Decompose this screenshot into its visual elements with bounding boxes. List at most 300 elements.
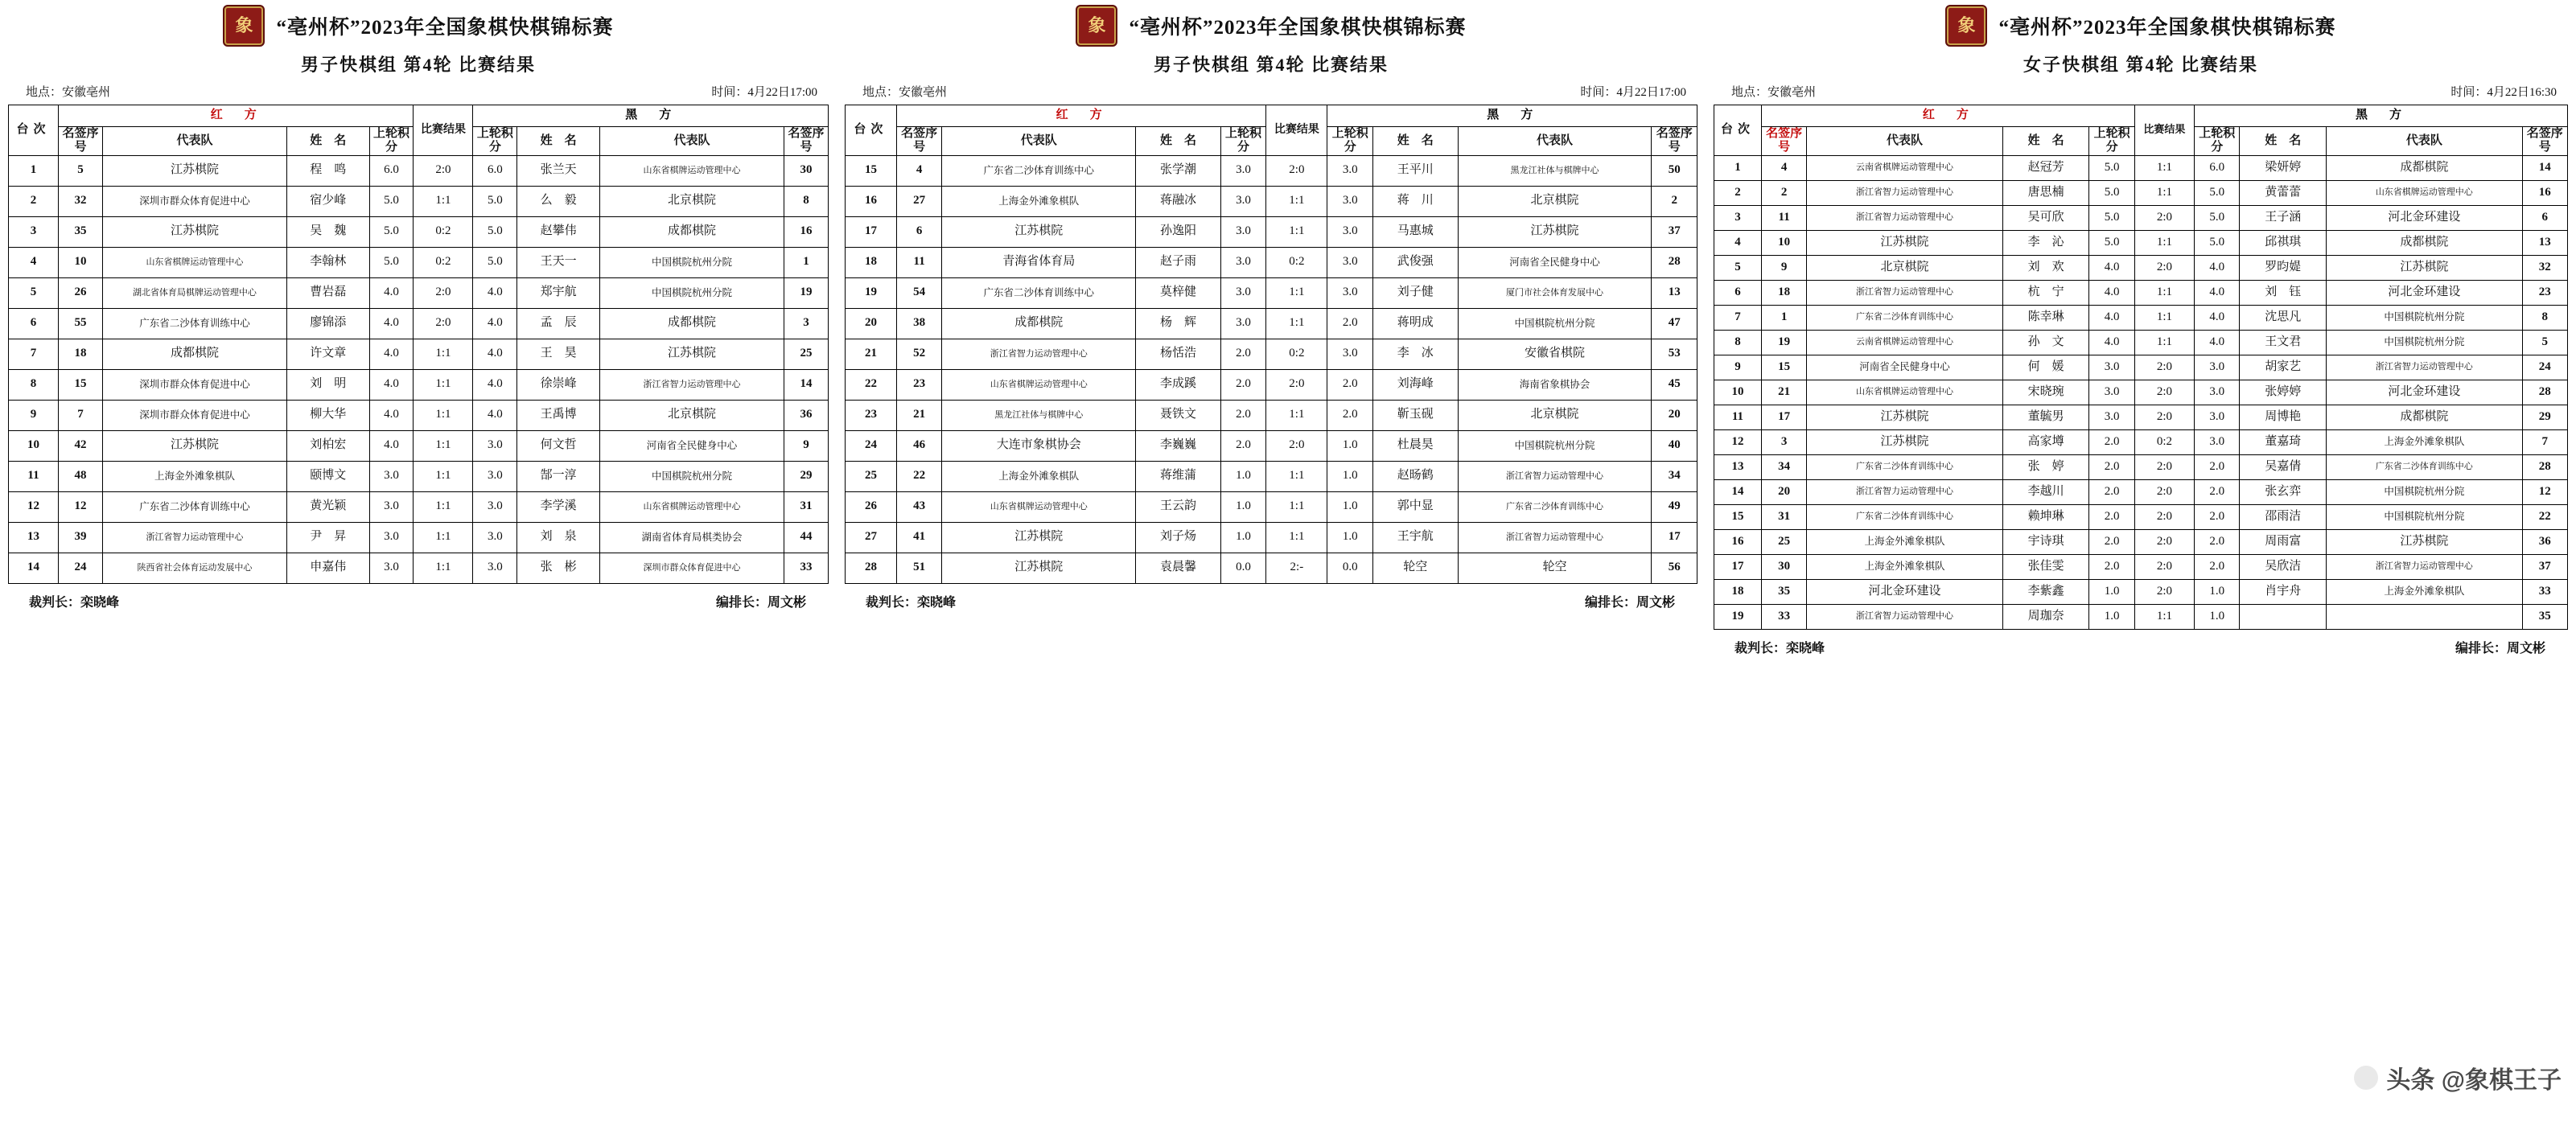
cell-black-name: 刘子健 <box>1372 277 1458 308</box>
cell-red-name: 周珈奈 <box>2002 604 2089 629</box>
cell-black-pts: 4.0 <box>473 400 517 430</box>
cell-black-name: 郜一淳 <box>517 461 600 491</box>
table-row <box>846 186 1697 216</box>
cell-red-pts: 1.0 <box>1220 461 1266 491</box>
cell-red-pts: 2.0 <box>1220 369 1266 400</box>
cell-result: 1:1 <box>1266 308 1327 339</box>
cell-black-name: 孟 辰 <box>517 308 600 339</box>
cell-red-pts: 3.0 <box>1220 277 1266 308</box>
cell-red-team: 青海省体育局 <box>942 247 1136 277</box>
cell-red-name: 吴 魏 <box>286 216 369 247</box>
col-red-team: 代表队 <box>102 127 286 156</box>
cell-red-seed: 34 <box>1761 454 1806 479</box>
cell-result: 1:1 <box>1266 216 1327 247</box>
cell-black-seed: 13 <box>2522 230 2567 255</box>
cell-black-name: 张玄弈 <box>2240 479 2327 504</box>
cell-black-pts: 3.0 <box>473 491 517 522</box>
cell-red-team: 山东省棋牌运动管理中心 <box>102 247 286 277</box>
cell-black-pts: 3.0 <box>1327 155 1373 186</box>
table-row <box>9 308 829 339</box>
cell-black-seed: 33 <box>2522 579 2567 604</box>
cell-result: 1:1 <box>414 369 473 400</box>
cell-result: 1:1 <box>2134 604 2194 629</box>
cell-red-team: 上海金外滩象棋队 <box>102 461 286 491</box>
cell-red-pts: 2.0 <box>2089 429 2134 454</box>
cell-black-pts: 3.0 <box>473 430 517 461</box>
cell-black-pts: 3.0 <box>1327 339 1373 369</box>
cell-red-team: 上海金外滩象棋队 <box>942 461 1136 491</box>
cell-no: 7 <box>1714 305 1762 330</box>
cell-black-team: 中国棋院杭州分院 <box>1458 430 1652 461</box>
cell-red-team: 陕西省社会体育运动发展中心 <box>102 553 286 583</box>
cell-red-seed: 35 <box>59 216 103 247</box>
cell-no: 8 <box>1714 330 1762 355</box>
cell-black-name: 王平川 <box>1372 155 1458 186</box>
col-black-pts: 上轮积分 <box>473 127 517 156</box>
cell-red-name: 赵子雨 <box>1136 247 1221 277</box>
col-black-seed: 名签序号 <box>2522 127 2567 156</box>
cell-no: 17 <box>846 216 897 247</box>
cell-black-name: 蒋 川 <box>1372 186 1458 216</box>
cell-black-name: 梁妍婷 <box>2240 155 2327 180</box>
cell-red-team: 深圳市群众体育促进中心 <box>102 186 286 216</box>
cell-black-seed: 40 <box>1652 430 1697 461</box>
cell-no: 6 <box>9 308 59 339</box>
cell-result: 1:1 <box>1266 400 1327 430</box>
cell-red-seed: 18 <box>59 339 103 369</box>
cell-red-pts: 2.0 <box>2089 529 2134 554</box>
cell-result: 2:0 <box>2134 205 2194 230</box>
table-header-group-row <box>1714 105 2568 127</box>
cell-black-pts: 3.0 <box>473 522 517 553</box>
time-label: 时间：4月22日17:00 <box>711 86 817 99</box>
cell-red-seed: 11 <box>1761 205 1806 230</box>
cell-red-seed: 54 <box>896 277 942 308</box>
col-black-side: 黑 方 <box>2195 105 2568 127</box>
cell-no: 5 <box>9 277 59 308</box>
col-black-seed: 名签序号 <box>1652 127 1697 156</box>
cell-red-seed: 55 <box>59 308 103 339</box>
cell-result: 1:1 <box>2134 155 2194 180</box>
cell-result: 1:1 <box>2134 330 2194 355</box>
cell-black-name: 董嘉琦 <box>2240 429 2327 454</box>
cell-black-team: 成都棋院 <box>2327 230 2522 255</box>
cell-black-team: 广东省二沙体育训练中心 <box>1458 491 1652 522</box>
referee-label: 裁判长：栾晓峰 <box>29 595 120 610</box>
cell-red-seed: 9 <box>1761 255 1806 280</box>
col-red-seed: 名签序号 <box>59 127 103 156</box>
cell-black-seed: 28 <box>2522 380 2567 405</box>
cell-result: 2:0 <box>2134 529 2194 554</box>
cell-no: 9 <box>9 400 59 430</box>
cell-red-pts: 4.0 <box>2089 280 2134 305</box>
cell-black-seed: 13 <box>1652 277 1697 308</box>
cell-result: 2:0 <box>2134 554 2194 579</box>
cell-result: 1:1 <box>2134 305 2194 330</box>
cell-result: 2:- <box>1266 553 1327 583</box>
cell-result: 0:2 <box>1266 247 1327 277</box>
cell-result: 1:1 <box>1266 522 1327 553</box>
cell-black-seed: 31 <box>784 491 829 522</box>
cell-red-team: 深圳市群众体育促进中心 <box>102 369 286 400</box>
cell-no: 6 <box>1714 280 1762 305</box>
cell-red-pts: 2.0 <box>2089 554 2134 579</box>
cell-no: 15 <box>846 155 897 186</box>
cell-black-name: 武俊强 <box>1372 247 1458 277</box>
cell-result: 1:1 <box>2134 230 2194 255</box>
time-label: 时间：4月22日17:00 <box>1580 86 1686 99</box>
cell-black-pts: 4.0 <box>473 308 517 339</box>
cell-black-pts: 5.0 <box>473 247 517 277</box>
table-row <box>9 369 829 400</box>
cell-black-pts: 5.0 <box>2195 230 2240 255</box>
cell-no: 20 <box>846 308 897 339</box>
cell-black-pts: 2.0 <box>1327 369 1373 400</box>
cell-black-team: 山东省棋牌运动管理中心 <box>2327 180 2522 205</box>
cell-red-seed: 15 <box>59 369 103 400</box>
cell-result: 0:2 <box>2134 429 2194 454</box>
cell-result: 2:0 <box>1266 369 1327 400</box>
cell-no: 18 <box>1714 579 1762 604</box>
cell-black-name: 徐崇峰 <box>517 369 600 400</box>
cell-black-name: 黄蕾蕾 <box>2240 180 2327 205</box>
cell-red-team: 成都棋院 <box>942 308 1136 339</box>
cell-black-team: 湖南省体育局棋类协会 <box>599 522 784 553</box>
cell-red-team: 江苏棋院 <box>942 553 1136 583</box>
cell-black-team <box>2327 604 2522 629</box>
table-row <box>9 553 829 583</box>
cell-no: 19 <box>1714 604 1762 629</box>
cell-no: 1 <box>1714 155 1762 180</box>
cell-no: 10 <box>9 430 59 461</box>
cell-black-pts: 4.0 <box>2195 280 2240 305</box>
table-row <box>1714 429 2568 454</box>
table-row <box>9 491 829 522</box>
cell-black-seed: 37 <box>1652 216 1697 247</box>
cell-red-pts: 1.0 <box>2089 604 2134 629</box>
cell-red-pts: 4.0 <box>369 277 414 308</box>
cell-black-name: 胡家艺 <box>2240 355 2327 380</box>
cell-no: 11 <box>9 461 59 491</box>
col-red-side: 红 方 <box>59 105 414 127</box>
cell-red-seed: 3 <box>1761 429 1806 454</box>
cell-red-seed: 20 <box>1761 479 1806 504</box>
cell-black-seed: 53 <box>1652 339 1697 369</box>
cell-red-seed: 48 <box>59 461 103 491</box>
cell-red-seed: 24 <box>59 553 103 583</box>
cell-black-seed: 36 <box>784 400 829 430</box>
cell-red-team: 广东省二沙体育训练中心 <box>1807 305 2002 330</box>
cell-red-seed: 33 <box>1761 604 1806 629</box>
cell-result: 1:1 <box>2134 280 2194 305</box>
table-row <box>1714 504 2568 529</box>
cell-black-team: 北京棋院 <box>1458 400 1652 430</box>
cell-black-name: 王 昊 <box>517 339 600 369</box>
cell-red-team: 江苏棋院 <box>1807 230 2002 255</box>
cell-red-name: 蒋融冰 <box>1136 186 1221 216</box>
cell-red-seed: 12 <box>59 491 103 522</box>
cell-red-team: 江苏棋院 <box>1807 405 2002 429</box>
col-taici: 台次 <box>846 105 897 156</box>
table-row <box>9 277 829 308</box>
cell-red-seed: 42 <box>59 430 103 461</box>
cell-black-name: 周博艳 <box>2240 405 2327 429</box>
cell-black-pts: 4.0 <box>2195 255 2240 280</box>
cell-red-pts: 2.0 <box>1220 339 1266 369</box>
cell-black-seed: 33 <box>784 553 829 583</box>
cell-red-name: 赵冠芳 <box>2002 155 2089 180</box>
cell-red-pts: 3.0 <box>2089 405 2134 429</box>
cell-black-name: 郑宇航 <box>517 277 600 308</box>
cell-red-name: 柳大华 <box>286 400 369 430</box>
results-table <box>8 105 829 584</box>
cell-black-pts: 4.0 <box>473 277 517 308</box>
cell-black-team: 河南省全民健身中心 <box>599 430 784 461</box>
cell-black-seed: 35 <box>2522 604 2567 629</box>
cell-black-team: 江苏棋院 <box>1458 216 1652 247</box>
cell-black-pts: 1.0 <box>1327 522 1373 553</box>
cell-black-seed: 20 <box>1652 400 1697 430</box>
cell-black-pts: 6.0 <box>2195 155 2240 180</box>
cell-red-name: 李成蹊 <box>1136 369 1221 400</box>
cell-black-seed: 30 <box>784 155 829 186</box>
cell-red-seed: 30 <box>1761 554 1806 579</box>
col-black-name: 姓 名 <box>2240 127 2327 156</box>
cell-black-name: 邵雨洁 <box>2240 504 2327 529</box>
cell-result: 2:0 <box>2134 380 2194 405</box>
col-red-pts: 上轮积分 <box>369 127 414 156</box>
cell-red-seed: 10 <box>1761 230 1806 255</box>
cell-black-seed: 32 <box>2522 255 2567 280</box>
cell-red-name: 陈幸琳 <box>2002 305 2089 330</box>
cell-black-name: 王禹博 <box>517 400 600 430</box>
cell-result: 1:1 <box>1266 491 1327 522</box>
cell-black-team: 浙江省智力运动管理中心 <box>1458 461 1652 491</box>
cell-black-pts: 2.0 <box>2195 554 2240 579</box>
cell-result: 0:2 <box>414 247 473 277</box>
cell-red-seed: 31 <box>1761 504 1806 529</box>
cell-black-pts: 3.0 <box>2195 405 2240 429</box>
cell-red-seed: 1 <box>1761 305 1806 330</box>
cell-result: 2:0 <box>2134 255 2194 280</box>
watermark-icon <box>2354 1066 2378 1090</box>
cell-red-pts: 4.0 <box>369 400 414 430</box>
cell-black-pts: 1.0 <box>1327 491 1373 522</box>
cell-black-seed: 22 <box>2522 504 2567 529</box>
col-black-seed: 名签序号 <box>784 127 829 156</box>
cell-result: 2:0 <box>2134 579 2194 604</box>
col-red-seed: 名签序号 <box>896 127 942 156</box>
panel2-header <box>845 5 1697 47</box>
cell-no: 25 <box>846 461 897 491</box>
cell-result: 1:1 <box>414 491 473 522</box>
cell-red-name: 李翰林 <box>286 247 369 277</box>
cell-red-team: 黑龙江社体与棋牌中心 <box>942 400 1136 430</box>
cell-red-pts: 2.0 <box>2089 479 2134 504</box>
cell-black-pts: 3.0 <box>1327 277 1373 308</box>
cell-no: 17 <box>1714 554 1762 579</box>
cell-black-pts: 3.0 <box>2195 380 2240 405</box>
col-red-pts: 上轮积分 <box>1220 127 1266 156</box>
arranger-label: 编排长：周文彬 <box>715 595 806 610</box>
cell-red-pts: 3.0 <box>369 522 414 553</box>
col-black-pts: 上轮积分 <box>2195 127 2240 156</box>
cell-black-pts: 4.0 <box>2195 305 2240 330</box>
cell-result: 2:0 <box>2134 479 2194 504</box>
col-taici: 台次 <box>9 105 59 156</box>
table-row <box>1714 255 2568 280</box>
cell-result: 1:1 <box>414 553 473 583</box>
table-row <box>9 339 829 369</box>
table-row <box>846 400 1697 430</box>
cell-no: 16 <box>1714 529 1762 554</box>
place-label: 地点：安徽亳州 <box>1731 86 1817 99</box>
cell-black-seed: 24 <box>2522 355 2567 380</box>
table-row <box>1714 230 2568 255</box>
cell-red-pts: 2.0 <box>1220 430 1266 461</box>
cell-red-name: 曹岩磊 <box>286 277 369 308</box>
time-label: 时间：4月22日16:30 <box>2450 86 2557 99</box>
table-row <box>846 369 1697 400</box>
cell-red-seed: 6 <box>896 216 942 247</box>
col-black-name: 姓 名 <box>517 127 600 156</box>
cell-black-name: 张婷婷 <box>2240 380 2327 405</box>
cell-black-seed: 45 <box>1652 369 1697 400</box>
cell-red-team: 广东省二沙体育训练中心 <box>102 308 286 339</box>
cell-black-team: 中国棋院杭州分院 <box>2327 479 2522 504</box>
cell-black-team: 北京棋院 <box>1458 186 1652 216</box>
cell-black-seed: 28 <box>2522 454 2567 479</box>
cell-black-name: 刘海峰 <box>1372 369 1458 400</box>
cell-no: 4 <box>1714 230 1762 255</box>
cell-red-pts: 6.0 <box>369 155 414 186</box>
cell-red-team: 河北金环建设 <box>1807 579 2002 604</box>
cell-red-name: 何 媛 <box>2002 355 2089 380</box>
cell-red-seed: 2 <box>1761 180 1806 205</box>
cell-black-pts: 5.0 <box>473 216 517 247</box>
table-row <box>1714 454 2568 479</box>
cell-red-seed: 15 <box>1761 355 1806 380</box>
cell-red-name: 申嘉伟 <box>286 553 369 583</box>
panel2-meta <box>862 83 1686 100</box>
cell-red-team: 浙江省智力运动管理中心 <box>1807 280 2002 305</box>
col-red-side: 红 方 <box>896 105 1265 127</box>
cell-red-pts: 4.0 <box>2089 305 2134 330</box>
cell-black-name: 李 冰 <box>1372 339 1458 369</box>
table-row <box>1714 280 2568 305</box>
col-red-name: 姓 名 <box>1136 127 1221 156</box>
cell-red-pts: 5.0 <box>2089 205 2134 230</box>
tournament-seal-icon: 象 <box>1945 5 1987 47</box>
cell-result: 1:1 <box>414 186 473 216</box>
cell-black-pts: 2.0 <box>2195 504 2240 529</box>
cell-no: 14 <box>9 553 59 583</box>
cell-red-team: 江苏棋院 <box>942 522 1136 553</box>
cell-red-name: 蒋维蒲 <box>1136 461 1221 491</box>
cell-black-team: 河北金环建设 <box>2327 380 2522 405</box>
cell-black-team: 江苏棋院 <box>2327 255 2522 280</box>
cell-red-pts: 5.0 <box>369 247 414 277</box>
table-row <box>846 308 1697 339</box>
col-result: 比赛结果 <box>2134 105 2194 156</box>
cell-red-pts: 5.0 <box>2089 230 2134 255</box>
cell-red-name: 杨 辉 <box>1136 308 1221 339</box>
cell-red-name: 宇诗琪 <box>2002 529 2089 554</box>
cell-red-pts: 0.0 <box>1220 553 1266 583</box>
table-row <box>846 247 1697 277</box>
cell-red-seed: 7 <box>59 400 103 430</box>
cell-red-seed: 22 <box>896 461 942 491</box>
cell-black-team: 广东省二沙体育训练中心 <box>2327 454 2522 479</box>
cell-black-name: 刘 钰 <box>2240 280 2327 305</box>
cell-red-name: 孙 文 <box>2002 330 2089 355</box>
panel-men-round4-part1 <box>0 0 837 1134</box>
cell-black-team: 中国棋院杭州分院 <box>2327 330 2522 355</box>
cell-red-name: 李紫鑫 <box>2002 579 2089 604</box>
cell-red-team: 广东省二沙体育训练中心 <box>102 491 286 522</box>
cell-no: 15 <box>1714 504 1762 529</box>
cell-black-pts: 3.0 <box>2195 355 2240 380</box>
cell-black-pts: 5.0 <box>2195 205 2240 230</box>
cell-red-name: 李越川 <box>2002 479 2089 504</box>
cell-red-pts: 4.0 <box>369 430 414 461</box>
cell-result: 2:0 <box>414 308 473 339</box>
col-red-team: 代表队 <box>942 127 1136 156</box>
cell-black-seed: 6 <box>2522 205 2567 230</box>
page-subtitle: 男子快棋组 第4轮 比赛结果 <box>1153 55 1389 75</box>
cell-red-name: 程 鸣 <box>286 155 369 186</box>
cell-black-team: 江苏棋院 <box>599 339 784 369</box>
table-row <box>9 186 829 216</box>
cell-red-name: 吴可欣 <box>2002 205 2089 230</box>
cell-black-team: 山东省棋牌运动管理中心 <box>599 491 784 522</box>
cell-red-pts: 3.0 <box>369 553 414 583</box>
cell-red-team: 山东省棋牌运动管理中心 <box>942 491 1136 522</box>
cell-black-team: 海南省象棋协会 <box>1458 369 1652 400</box>
table-row <box>1714 405 2568 429</box>
cell-black-seed: 29 <box>784 461 829 491</box>
col-result: 比赛结果 <box>414 105 473 156</box>
cell-red-seed: 52 <box>896 339 942 369</box>
cell-red-pts: 2.0 <box>2089 504 2134 529</box>
cell-result: 0:2 <box>414 216 473 247</box>
cell-red-seed: 25 <box>1761 529 1806 554</box>
place-label: 地点：安徽亳州 <box>26 86 111 99</box>
cell-no: 24 <box>846 430 897 461</box>
table-header-group-row <box>9 105 829 127</box>
cell-black-seed: 37 <box>2522 554 2567 579</box>
table-row <box>1714 380 2568 405</box>
col-black-team: 代表队 <box>1458 127 1652 156</box>
col-red-name: 姓 名 <box>2002 127 2089 156</box>
cell-red-team: 云南省棋牌运动管理中心 <box>1807 330 2002 355</box>
cell-red-seed: 21 <box>896 400 942 430</box>
cell-red-name: 董毓男 <box>2002 405 2089 429</box>
cell-red-name: 张 婷 <box>2002 454 2089 479</box>
cell-no: 10 <box>1714 380 1762 405</box>
table-row <box>1714 479 2568 504</box>
cell-black-team: 深圳市群众体育促进中心 <box>599 553 784 583</box>
col-black-team: 代表队 <box>2327 127 2522 156</box>
cell-black-seed: 29 <box>2522 405 2567 429</box>
cell-black-name: 吴欣洁 <box>2240 554 2327 579</box>
cell-black-name: 么 毅 <box>517 186 600 216</box>
cell-result: 2:0 <box>414 155 473 186</box>
cell-result: 2:0 <box>2134 355 2194 380</box>
table-row <box>846 461 1697 491</box>
table-row <box>9 461 829 491</box>
watermark-text: 头条 @象棋王子 <box>2386 1067 2562 1094</box>
